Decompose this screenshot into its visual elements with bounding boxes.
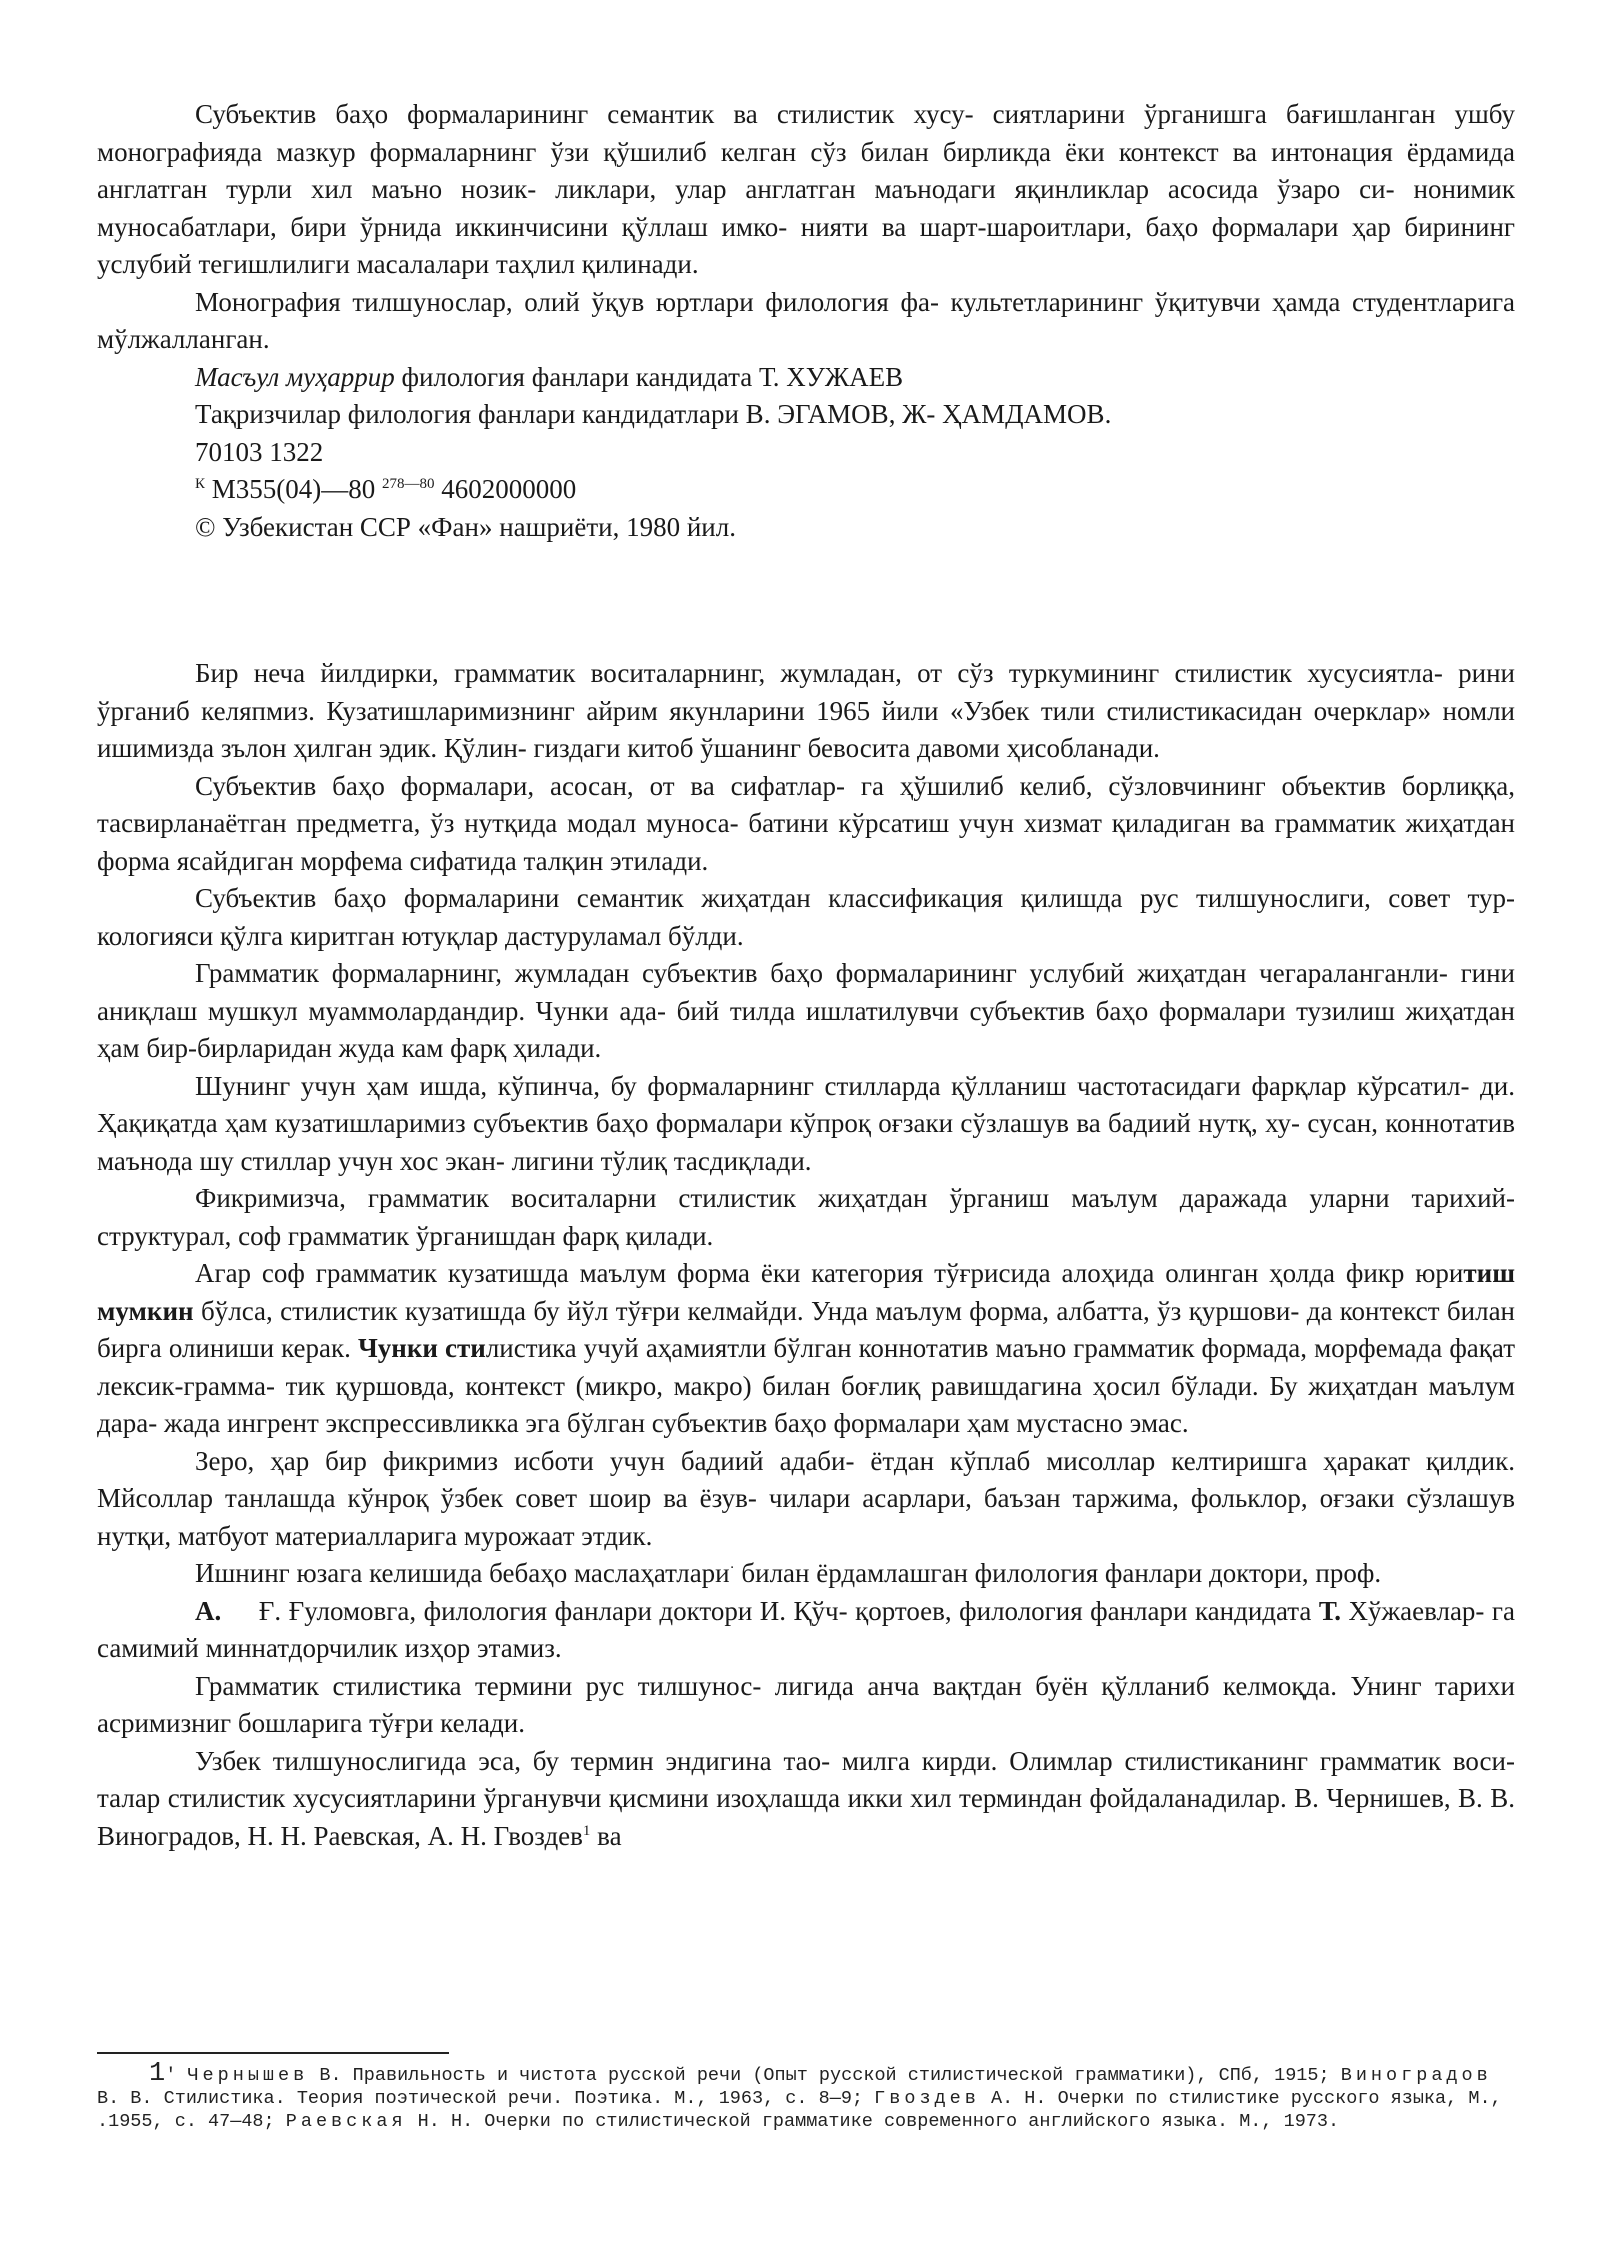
copyright-line: © Узбекистан ССР «Фан» нашриёти, 1980 йил.	[195, 511, 736, 542]
footnote-text: А. Н. Очерки по стилистике русского языка, М., .1955, с. 47—48;	[97, 2088, 1502, 2132]
editor-text: филология фанлари кандидата Т. ХУЖАЕВ	[401, 361, 904, 392]
editor-label: Масъул муҳаррир	[195, 361, 395, 392]
footnote-text: Н. Н. Очерки по стилистической грамматике современного английского языка. М., 1973.	[406, 2111, 1340, 2132]
footnote-divider	[97, 2052, 449, 2054]
text-run: ва	[590, 1820, 622, 1851]
text-run: Узбек тилшунослигида эса, бу термин эндигина тао- милга кирди. Олимлар стилистиканинг грамматик воси- талар стилистик хусусиятларини ўрганувчи қисмини изоҳлашда икки хил терминдан фойдаланадилар. В. Чернишев, В. В. Виноградов, Н. Н. Раевская, А. Н. Гвоздев	[97, 1745, 1515, 1851]
imprint-block	[195, 359, 1515, 547]
body-paragraph: Субъектив баҳо формалари, асосан, от ва сифатлар- га ҳўшилиб келиб, сўзловчининг объектив борлиққа, тасвирланаётган предметга, ўз нутқида модал муноса- батини кўрсатиш учун хизмат қиладиган ва грамматик жиҳатдан форма ясайдиган морфема сифатида талқин этилади.	[97, 770, 1515, 876]
text-run: бўлса, стилистик кузатишда бу йўл тўғри келмайди. Унда маълум форма, албатта, ўз қуршови- да контекст билан бирга олиниши керак.	[97, 1295, 1515, 1363]
body-paragraph: Бир неча йилдирки, грамматик воситаларнинг, жумладан, от сўз туркумининг стилистик хусусиятла- рини ўрганиб келяпмиз. Кузатишларимизнинг айрим якунларини 1965 йили «Узбек тили стилистикасидан очерклар» номли ишимизда зълон ҳилган эдик. Қўлин- гиздаги китоб ўшанинг бевосита давоми ҳисобланади.	[97, 658, 1515, 763]
text-run: Ишнинг юзага келишида бебаҳо маслаҳатлари	[195, 1558, 730, 1588]
document-page	[97, 96, 1522, 1855]
text-run: Ғ. Ғуломовга, филология фанлари доктори И. Қўч- қортоев, филология фанлари кандидата	[221, 1595, 1319, 1626]
body-paragraph: Зеро, ҳар бир фикримиз исботи учун бадиий адаби- ётдан кўплаб мисоллар келтиришга ҳаракат қилдик. Мйсоллар танлашда кўнроқ ўзбек совет шоир ва ёзув- чилари асарлари, баъзан таржима, фольклор, оғзаки сўзлашув нутқи, матбуот материалларига мурожаат этдик.	[97, 1445, 1515, 1551]
annotation-paragraph-2: Монография тилшунослар, олий ўқув юртлари филология фа- культетларининг ўқитувчи ҳамда студентларига мўлжалланган.	[97, 286, 1515, 354]
code-main: М355(04)—80	[211, 474, 376, 504]
text-run: листика учуй аҳамиятли бўлган коннотатив маъно грамматик формада, морфемада фақат лексик-грамма- тик қуршовда, контекст (микро, макро) билан боғлиқ равишдагина ҳосил бўлади. Бу жиҳатдан маълум дара- жада ингрент экспрессивликка эга бўлган субъектив баҳо формалари ҳам мустасно эмас.	[97, 1333, 1515, 1438]
stray-mark: ·	[729, 1560, 735, 1576]
bold-run: Чунки сти	[357, 1333, 486, 1363]
text-run: билан ёрдамлашган филология фанлари доктори, проф.	[734, 1558, 1382, 1588]
bold-run: Т.	[1318, 1595, 1341, 1626]
reviewers-line: Тақризчилар филология фанлари кандидатлари В. ЭГАМОВ, Ж- ҲАМДАМОВ.	[195, 399, 1112, 429]
footnote-author: Гвоздев	[874, 2088, 980, 2109]
catalog-code-2	[195, 471, 1515, 509]
code-tail: 4602000000	[441, 474, 577, 504]
body-paragraph	[97, 1555, 1515, 1593]
body-paragraph	[97, 1743, 1515, 1856]
text-run: Хўжаевлар- га самимий миннатдорчилик изҳор этамиз.	[97, 1595, 1522, 1663]
footnote-author: Виноградов	[1340, 2065, 1492, 2086]
code-k: К	[195, 476, 206, 492]
footnote-reference: 1	[582, 1822, 591, 1839]
footnote-mark: '	[165, 2065, 177, 2086]
body-paragraph	[97, 1593, 1522, 1668]
footnote-number: 1	[149, 2059, 166, 2089]
body-paragraph: Субъектив баҳо формаларини семантик жиҳатдан классификация қилишда рус тилшунослиги, совет тур- кологияси қўлга киритган ютуқлар дастуруламал бўлди.	[97, 883, 1515, 951]
body-paragraph	[97, 1255, 1515, 1443]
body-paragraph: Грамматик стилистика термини рус тилшунос- лигида анча вақтдан буён қўлланиб келмоқда. Унинг тарихи асримизниг бошларига тўғри келади.	[97, 1670, 1515, 1738]
bold-run: А.	[195, 1595, 222, 1626]
catalog-code-1: 70103 1322	[195, 436, 324, 467]
footnote-author: Чернышев	[187, 2065, 309, 2086]
bold-run: тиш мумкин	[97, 1258, 1515, 1326]
body-paragraph: Фикримизча, грамматик воситаларни стилистик жиҳатдан ўрганиш маълум даражада уларни тарихий- структурал, соф грамматик ўрганишдан фарқ қилади.	[97, 1183, 1515, 1251]
annotation-paragraph-1: Субъектив баҳо формаларининг семантик ва стилистик хусу- сиятларини ўрганишга бағишланган ушбу монографияда мазкур формаларнинг ўзи қўшилиб келган сўз билан бирликда ёки контекст ва интонация ёрдамида англатган турли хил маъно нозик- ликлари, улар англатган маънодаги яқинликлар асосида ўзаро си- нонимик муносабатлари, бири ўрнида иккинчисини қўллаш имко- нияти ва шарт-шароитлари, баҳо формалари ҳар бирининг услубий тегишлилиги масалалари таҳлил қилинади.	[97, 99, 1515, 279]
body-paragraph: Шунинг учун ҳам ишда, кўпинча, бу формаларнинг стилларда қўлланиш частотасидаги фарқлар кўрсатил- ди. Ҳақиқатда ҳам кузатишларимиз субъектив баҳо формалари кўпроқ оғзаки сўзлашув ва бадиий нутқ, ху- сусан, коннотатив маънода шу стиллар учун хос экан- лигини тўлиқ тасдиқлади.	[97, 1070, 1515, 1176]
footnote-text: В. Правильность и чистота русской речи (Опыт русской стилистической грамматики), СПб, 1915;	[308, 2065, 1341, 2086]
footnote	[97, 2059, 1515, 2133]
footnote-text: В. В. Стилистика. Теория поэтической речи. Поэтика. М., 1963, с. 8—9;	[97, 2088, 875, 2109]
text-run: Агар соф грамматик кузатишда маълум форма ёки категория тўғрисида алоҳида олинган ҳолда фикр юри	[195, 1258, 1464, 1288]
code-sup: 278—80	[382, 476, 435, 492]
responsible-editor	[195, 359, 1515, 397]
body-paragraph: Грамматик формаларнинг, жумладан субъектив баҳо формаларининг услубий жиҳатдан чегараланганли- гини аниқлаш мушкул муаммолардандир. Чунки ада- бий тилда ишлатилувчи субъектив баҳо формалари тузилиш жиҳатдан ҳам бир-бирларидан жуда кам фарқ ҳилади.	[97, 958, 1515, 1063]
footnote-author: Раевская	[285, 2111, 407, 2132]
